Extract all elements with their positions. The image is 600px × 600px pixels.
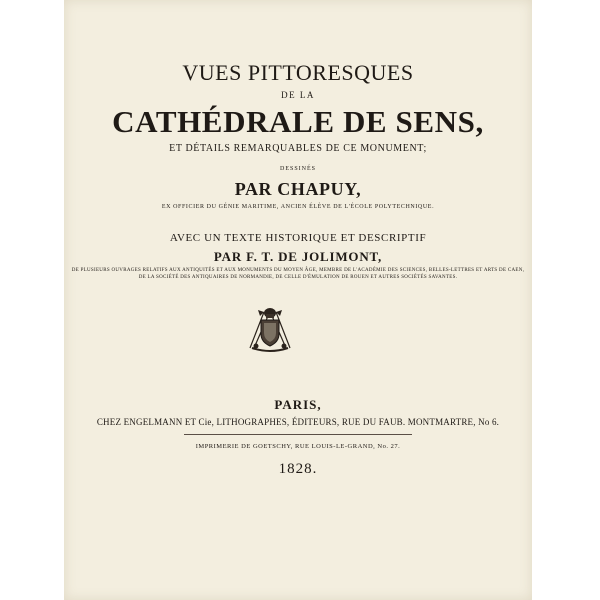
title-line-2: DE LA <box>281 90 315 100</box>
author-credentials <box>64 267 532 281</box>
author-credentials-line-1: DE PLUSIEURS OUVRAGES RELATIFS AUX ANTIQUITÉS ET AUX MONUMENTS DU MOYEN ÂGE, MEMBRE DE L'ACADÉMIE DES SCIENCES, BELLES-LETTRES ET ARTS DE CAEN, <box>71 268 525 273</box>
publication-year: 1828. <box>278 461 318 477</box>
imprint-divider <box>184 434 412 435</box>
text-description: AVEC UN TEXTE HISTORIQUE ET DESCRIPTIF <box>169 232 427 244</box>
artist-credentials: EX OFFICIER DU GÉNIE MARITIME, ANCIEN ÉLÈVE DE L'ÉCOLE POLYTECHNIQUE. <box>161 204 435 210</box>
heraldic-trophy-emblem-icon <box>244 304 296 354</box>
artist-name: PAR CHAPUY, <box>234 179 362 199</box>
publisher-line: CHEZ ENGELMANN ET Cie, LITHOGRAPHES, ÉDITEURS, RUE DU FAUB. MONTMARTRE, No 6. <box>96 417 500 427</box>
designed-label: DESSINÉS <box>279 166 316 172</box>
subtitle: ET DÉTAILS REMARQUABLES DE CE MONUMENT; <box>169 143 427 154</box>
main-title: CATHÉDRALE DE SENS, <box>112 104 484 139</box>
author-name: PAR F. T. DE JOLIMONT, <box>213 249 383 264</box>
title-page <box>64 0 532 600</box>
printer-line: IMPRIMERIE DE GOETSCHY, RUE LOUIS-LE-GRAND, No. 27. <box>195 443 401 450</box>
imprint-city: PARIS, <box>274 397 322 412</box>
author-credentials-line-2: DE LA SOCIÉTÉ DES ANTIQUAIRES DE NORMANDIE, DE CELLE D'ÉMULATION DE ROUEN ET AUTRES SOCIÉTÉS SAVANTES. <box>138 275 458 280</box>
title-line-1: VUES PITTORESQUES <box>182 60 414 85</box>
